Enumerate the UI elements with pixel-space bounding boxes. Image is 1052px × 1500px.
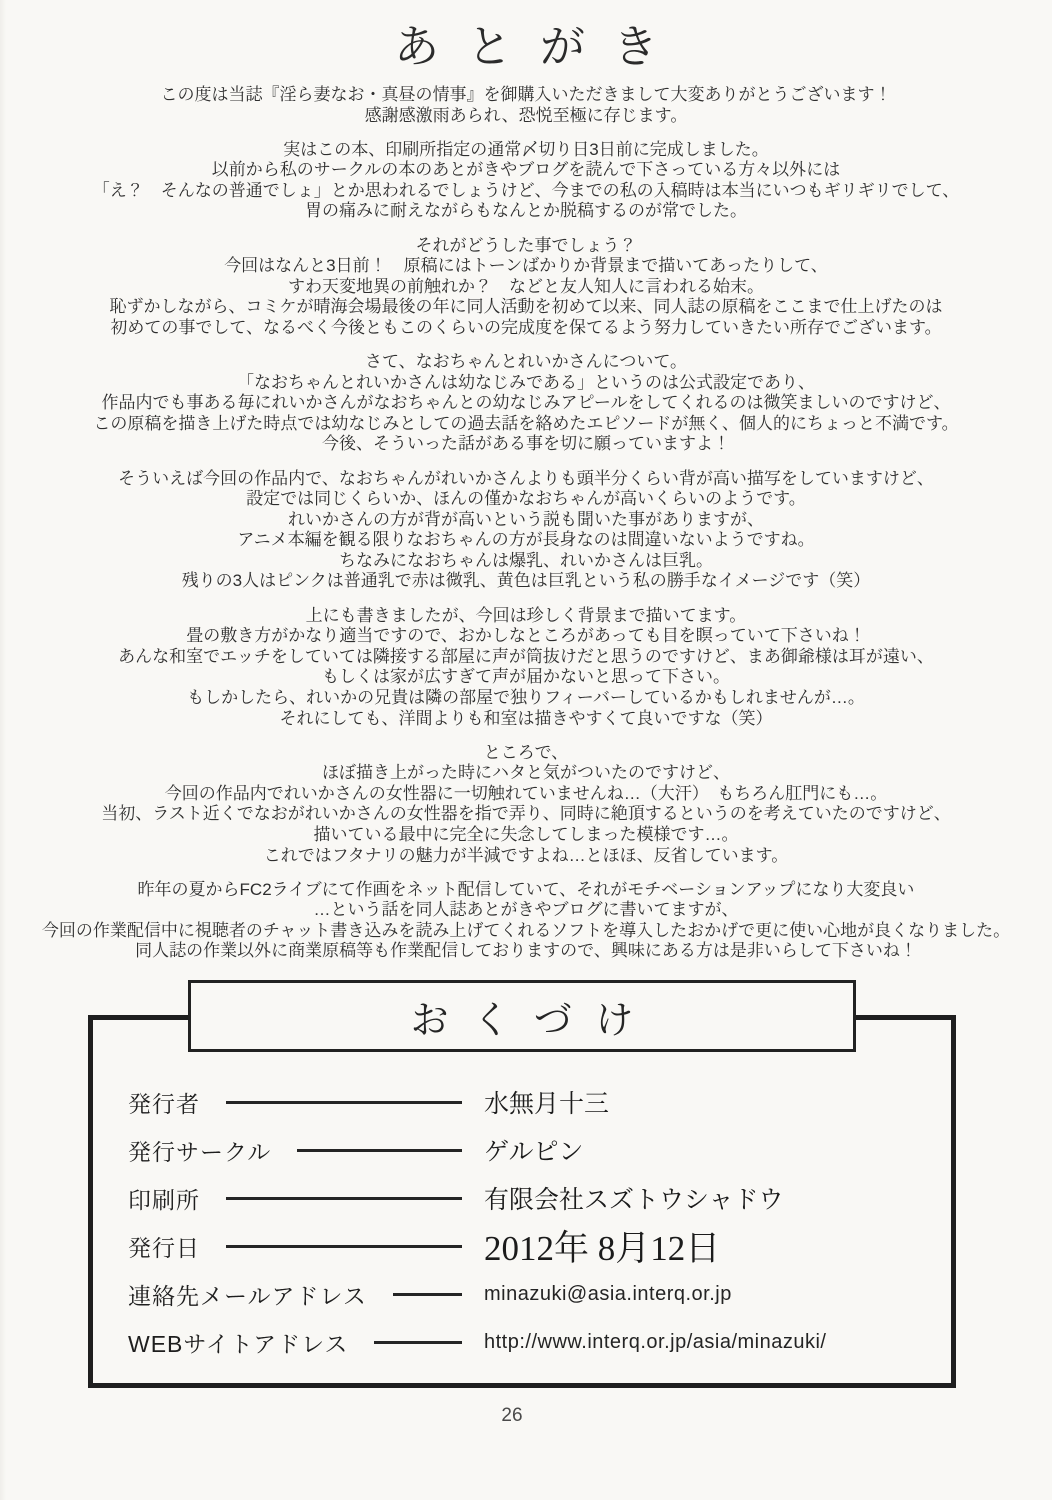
colophon-row-value: 有限会社スズトウシャドウ — [484, 1186, 784, 1214]
colophon-row-rule — [226, 1197, 462, 1200]
colophon-row-label: 発行日 — [128, 1234, 200, 1261]
paragraph-line: 同人誌の作業以外に商業原稿等も作業配信しておりますので、興味にある方は是非いらして下さいね！ — [135, 941, 917, 961]
paragraph-line: 今回の作業配信中に視聴者のチャット書き込みを読み上げてくれるソフトを導入したおかげで更に使い心地が良くなりました。 — [41, 920, 1011, 940]
colophon-row-rule — [374, 1341, 462, 1344]
paragraph-line: もしくは家が広すぎて声が届かないと思って下さい。 — [322, 667, 730, 687]
paragraph-line: それがどうした事でしょう？ — [415, 235, 637, 255]
paragraph-line: ところで、 — [483, 742, 569, 762]
colophon-row-label: 発行サークル — [128, 1138, 272, 1165]
paragraph-line: そういえば今回の作品内で、なおちゃんがれいかさんよりも頭半分くらい背が高い描写をしていますけど、 — [118, 468, 934, 488]
colophon-row-value: ゲルピン — [484, 1138, 584, 1166]
colophon-row-rule — [393, 1293, 462, 1296]
paragraph-line: それにしても、洋間よりも和室は描きやすくて良いですな（笑） — [279, 708, 773, 728]
colophon-rows — [128, 1078, 916, 1366]
paragraph-line: 描いている最中に完全に失念してしまった模様です…。 — [313, 825, 739, 844]
paragraph-line: すわ天変地異の前触れか？ などと友人知人に言われる始末。 — [288, 276, 764, 296]
page-title — [0, 0, 1052, 74]
paragraph-line: 以前から私のサークルの本のあとがきやブログを読んで下さっている方々以外には — [211, 160, 841, 180]
paragraph — [0, 140, 1052, 222]
colophon-row-label: 連絡先メールアドレス — [128, 1282, 367, 1309]
paragraph-line: れいかさんの方が背が高いという説も聞いた事がありますが、 — [288, 509, 764, 529]
paragraph-line: さて、なおちゃんとれいかさんについて。 — [365, 352, 687, 372]
paragraph — [0, 85, 1052, 126]
paragraph-line: これではフタナリの魅力が半減ですよね…とほほ、反省しています。 — [263, 845, 789, 865]
paragraph-line: 胃の痛みに耐えながらもなんとか脱稿するのが常でした。 — [305, 201, 747, 221]
paragraph-line: 上にも書きましたが、今回は珍しく背景まで描いてます。 — [305, 605, 747, 625]
colophon-box — [88, 999, 956, 1388]
paragraph-line: 畳の敷き方がかなり適当ですので、おかしなところがあっても目を瞑っていて下さいね！ — [186, 626, 866, 646]
paragraph-line: …という話を同人誌あとがきやブログに書いてますが、 — [313, 900, 739, 920]
paragraph — [0, 880, 1052, 962]
paragraph-line: もしかしたら、れいかの兄貴は隣の部屋で独りフィーバーしているかもしれませんが…。 — [187, 687, 865, 707]
paragraph — [0, 606, 1052, 730]
paragraph-line: 恥ずかしながら、コミケが晴海会場最後の年に同人活動を初めて以来、同人誌の原稿をここまで仕上げたのは — [109, 297, 943, 317]
colophon-row-value: 2012年 8月12日 — [484, 1229, 721, 1268]
paragraph-line: 感謝感激雨あられ、恐悦至極に存じます。 — [364, 105, 688, 125]
paragraph-line: 「え？ そんなの普通でしょ」とか思われるでしょうけど、今までの私の入稿時は本当にいつもギリギリでして、 — [92, 180, 960, 200]
colophon-row-label: WEBサイトアドレス — [128, 1330, 349, 1357]
paragraph-line: 設定では同じくらいか、ほんの僅かなおちゃんが高いくらいのようです。 — [246, 489, 806, 509]
paragraph-line: ちなみになおちゃんは爆乳、れいかさんは巨乳。 — [339, 550, 713, 570]
colophon-row-value: http://www.interq.or.jp/asia/minazuki/ — [484, 1330, 827, 1353]
paragraph-line: 今回の作品内でれいかさんの女性器に一切触れていませんね…（大汗） もちろん肛門にも…。 — [164, 783, 888, 803]
paragraph-line: 昨年の夏からFC2ライブにて作画をネット配信していて、それがモチベーションアップになり大変良い — [137, 879, 915, 899]
colophon-row — [128, 1174, 916, 1222]
colophon-row-label: 印刷所 — [128, 1186, 200, 1213]
colophon-row-rule — [226, 1101, 462, 1104]
afterword-paragraphs — [0, 85, 1052, 962]
paragraph-line: 当初、ラスト近くでなおがれいかさんの女性器を指で弄り、同時に絶頂するというのを考えていたのですけど、 — [101, 804, 951, 824]
paragraph-line: あんな和室でエッチをしていては隣接する部屋に声が筒抜けだと思うのですけど、まあ御爺様は耳が遠い、 — [118, 646, 934, 666]
paragraph-line: 作品内でも事ある毎にれいかさんがなおちゃんとの幼なじみアピールをしてくれるのは微笑ましいのですけど、 — [101, 393, 951, 413]
paragraph-line: この度は当誌『淫ら妻なお・真昼の情事』を御購入いただきまして大変ありがとうございます！ — [160, 85, 892, 104]
paragraph — [0, 352, 1052, 455]
colophon-row-rule — [297, 1149, 462, 1152]
paragraph-line: 残りの3人はピンクは普通乳で赤は微乳、黄色は巨乳という私の勝手なイメージです（笑） — [181, 571, 871, 591]
colophon-row — [128, 1270, 916, 1318]
paragraph-line: 「なおちゃんとれいかさんは幼なじみである」というのは公式設定であり、 — [237, 372, 815, 392]
colophon-row-value: minazuki@asia.interq.or.jp — [484, 1282, 732, 1305]
paragraph-line: 初めての事でして、なるべく今後ともこのくらいの完成度を保てるよう努力していきたい所存でございます。 — [110, 317, 942, 337]
page-title-text: あとがき — [394, 22, 686, 72]
paragraph-line: 今後、そういった話がある事を切に願っていますよ！ — [322, 434, 730, 454]
paragraph — [0, 469, 1052, 593]
colophon-row — [128, 1222, 916, 1270]
paragraph — [0, 743, 1052, 867]
page-number: 26 — [501, 1405, 523, 1426]
colophon-heading — [188, 980, 856, 1052]
paragraph — [0, 236, 1052, 339]
colophon-heading-text: おくづけ — [410, 999, 657, 1042]
paragraph-line: 実はこの本、印刷所指定の通常〆切り日3日前に完成しました。 — [283, 139, 769, 159]
paragraph-line: アニメ本編を観る限りなおちゃんの方が長身なのは間違いないようですね。 — [237, 530, 815, 550]
colophon-row-value: 水無月十三 — [484, 1090, 610, 1118]
colophon-row — [128, 1078, 916, 1126]
colophon-row — [128, 1126, 916, 1174]
paragraph-line: この原稿を描き上げた時点では幼なじみとしての過去話を絡めたエピソードが無く、個人的にちょっと不満です。 — [93, 413, 959, 433]
paragraph-line: 今回はなんと3日前！ 原稿にはトーンばかりか背景まで描いてあったりして、 — [224, 256, 828, 276]
colophon-row-rule — [226, 1245, 462, 1248]
colophon-row — [128, 1318, 916, 1366]
paragraph-line: ほぼ描き上がった時にハタと気がついたのですけど、 — [322, 763, 730, 783]
colophon-row-label: 発行者 — [128, 1090, 200, 1117]
